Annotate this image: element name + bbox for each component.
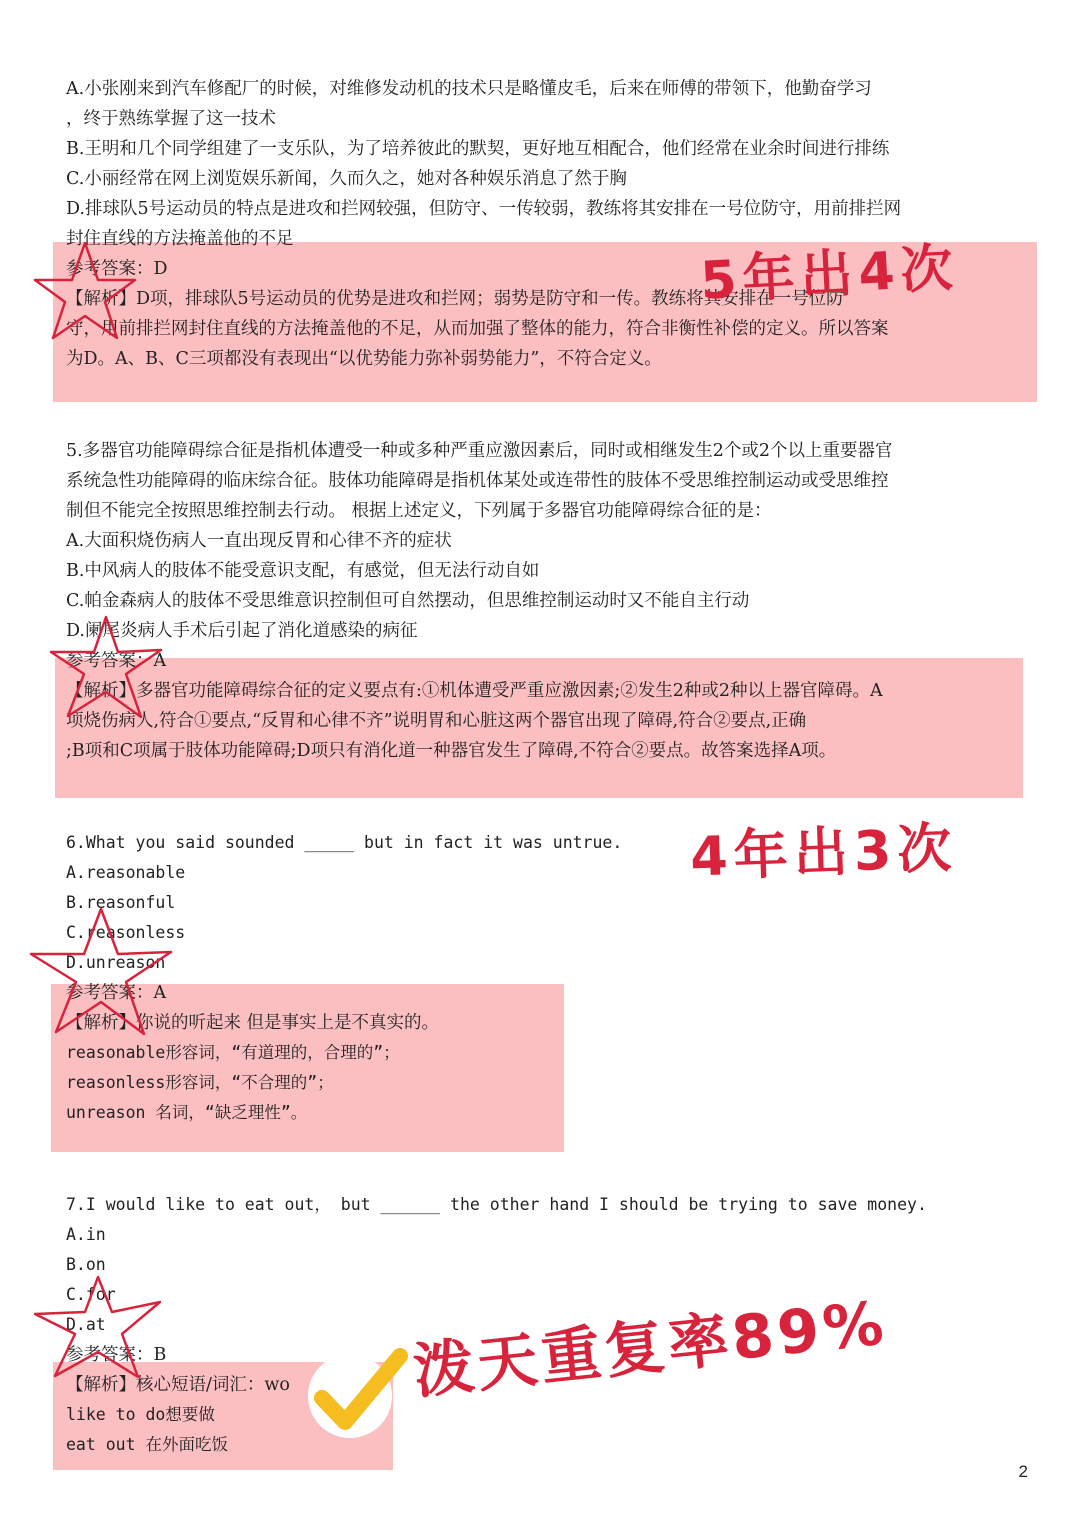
prev-option-a-cont: ，终于熟练掌握了这一技术 bbox=[66, 109, 276, 129]
prev-answer: 参考答案：D bbox=[66, 259, 168, 279]
prev-analysis-1: 【解析】D项，排球队5号运动员的优势是进攻和拦网；弱势是防守和一传。教练将其安排在一号位防 bbox=[66, 289, 844, 309]
q6-option-c: C.reasonless bbox=[66, 923, 186, 942]
q5-analysis-3: ;B项和C项属于肢体功能障碍;D项只有消化道一种器官发生了障碍,不符合②要点。故答案选择A项。 bbox=[66, 741, 837, 761]
q5-stem-2: 系统急性功能障碍的临床综合征。肢体功能障碍是指机体某处或连带性的肢体不受思维控制运动或受思维控 bbox=[66, 471, 889, 491]
q6-option-a: A.reasonable bbox=[66, 863, 186, 882]
q6-analysis-4: unreason 名词，“缺乏理性”。 bbox=[66, 1103, 308, 1122]
q7-option-c: C.for bbox=[66, 1285, 116, 1304]
q6-stem: 6.What you said sounded _____ but in fact it was untrue. bbox=[66, 833, 623, 852]
q6-option-b: B.reasonful bbox=[66, 893, 176, 912]
star-mark-icon bbox=[30, 238, 140, 348]
prev-option-b: B.王明和几个同学组建了一支乐队，为了培养彼此的默契，更好地互相配合，他们经常在业余时间进行排练 bbox=[66, 139, 890, 159]
q5-stem-1: 5.多器官功能障碍综合征是指机体遭受一种或多种严重应激因素后，同时或相继发生2个或2个以上重要器官 bbox=[66, 441, 893, 461]
prev-option-d: D.排球队5号运动员的特点是进攻和拦网较强，但防守、一传较弱，教练将其安排在一号位防守，用前排拦网 bbox=[66, 199, 902, 219]
star-mark-icon bbox=[30, 1272, 165, 1382]
star-mark-icon bbox=[46, 612, 166, 722]
q5-analysis-2: 项烧伤病人,符合①要点,“反胃和心律不齐”说明胃和心脏这两个器官出现了障碍,符合②要点,正确 bbox=[66, 711, 807, 731]
prev-analysis-3: 为D。A、B、C三项都没有表现出“以优势能力弥补弱势能力”，不符合定义。 bbox=[66, 349, 662, 369]
q6-analysis-1: 【解析】你说的听起来 但是事实上是不真实的。 bbox=[66, 1013, 440, 1033]
q6-option-d: D.unreason bbox=[66, 953, 166, 972]
q7-answer: 参考答案：B bbox=[66, 1345, 167, 1365]
handwritten-note-repeat-rate: 泼天重复率89% bbox=[410, 1288, 891, 1408]
q7-analysis-1: 【解析】核心短语/词汇：wo bbox=[66, 1375, 290, 1395]
q7-analysis-2: like to do想要做 bbox=[66, 1405, 215, 1424]
q7-stem: 7.I would like to eat out， but ______ the other hand I should be trying to save money. bbox=[66, 1195, 927, 1214]
check-mark-icon bbox=[300, 1338, 410, 1448]
q5-stem-3: 制但不能完全按照思维控制去行动。 根据上述定义，下列属于多器官功能障碍综合征的是： bbox=[66, 501, 772, 521]
q6-analysis-2: reasonable形容词，“有道理的，合理的”； bbox=[66, 1043, 400, 1062]
q5-option-c: C.帕金森病人的肢体不受思维意识控制但可自然摆动，但思维控制运动时又不能自主行动 bbox=[66, 591, 750, 611]
q7-option-b: B.on bbox=[66, 1255, 106, 1274]
prev-option-d-cont: 封住直线的方法掩盖他的不足 bbox=[66, 229, 294, 249]
q5-option-d: D.阑尾炎病人手术后引起了消化道感染的病征 bbox=[66, 621, 418, 641]
q7-option-d: D.at bbox=[66, 1315, 106, 1334]
q5-analysis-1: 【解析】多器官功能障碍综合征的定义要点有:①机体遭受严重应激因素;②发生2种或2种以上器官障碍。A bbox=[66, 681, 883, 701]
prev-analysis-2: 守，用前排拦网封住直线的方法掩盖他的不足，从而加强了整体的能力，符合非衡性补偿的定义。所以答案 bbox=[66, 319, 889, 339]
q6-answer: 参考答案：A bbox=[66, 983, 167, 1003]
page-number: 2 bbox=[1018, 1462, 1028, 1481]
q5-option-b: B.中风病人的肢体不能受意识支配，有感觉，但无法行动自如 bbox=[66, 561, 540, 581]
prev-option-c: C.小丽经常在网上浏览娱乐新闻，久而久之，她对各种娱乐消息了然于胸 bbox=[66, 169, 627, 189]
q5-option-a: A.大面积烧伤病人一直出现反胃和心律不齐的症状 bbox=[66, 531, 452, 551]
q5-answer: 参考答案：A bbox=[66, 651, 167, 671]
q7-analysis-3: eat out 在外面吃饭 bbox=[66, 1435, 228, 1454]
q6-analysis-3: reasonless形容词，“不合理的”； bbox=[66, 1073, 334, 1092]
q7-option-a: A.in bbox=[66, 1225, 106, 1244]
handwritten-note-5-years-4-times: 5年出4次 bbox=[698, 238, 961, 312]
handwritten-note-4-years-3-times: 4年出3次 bbox=[689, 816, 959, 889]
star-mark-icon bbox=[26, 904, 176, 1039]
prev-option-a: A.小张刚来到汽车修配厂的时候，对维修发动机的技术只是略懂皮毛，后来在师傅的带领下，他勤奋学习 bbox=[66, 79, 872, 99]
